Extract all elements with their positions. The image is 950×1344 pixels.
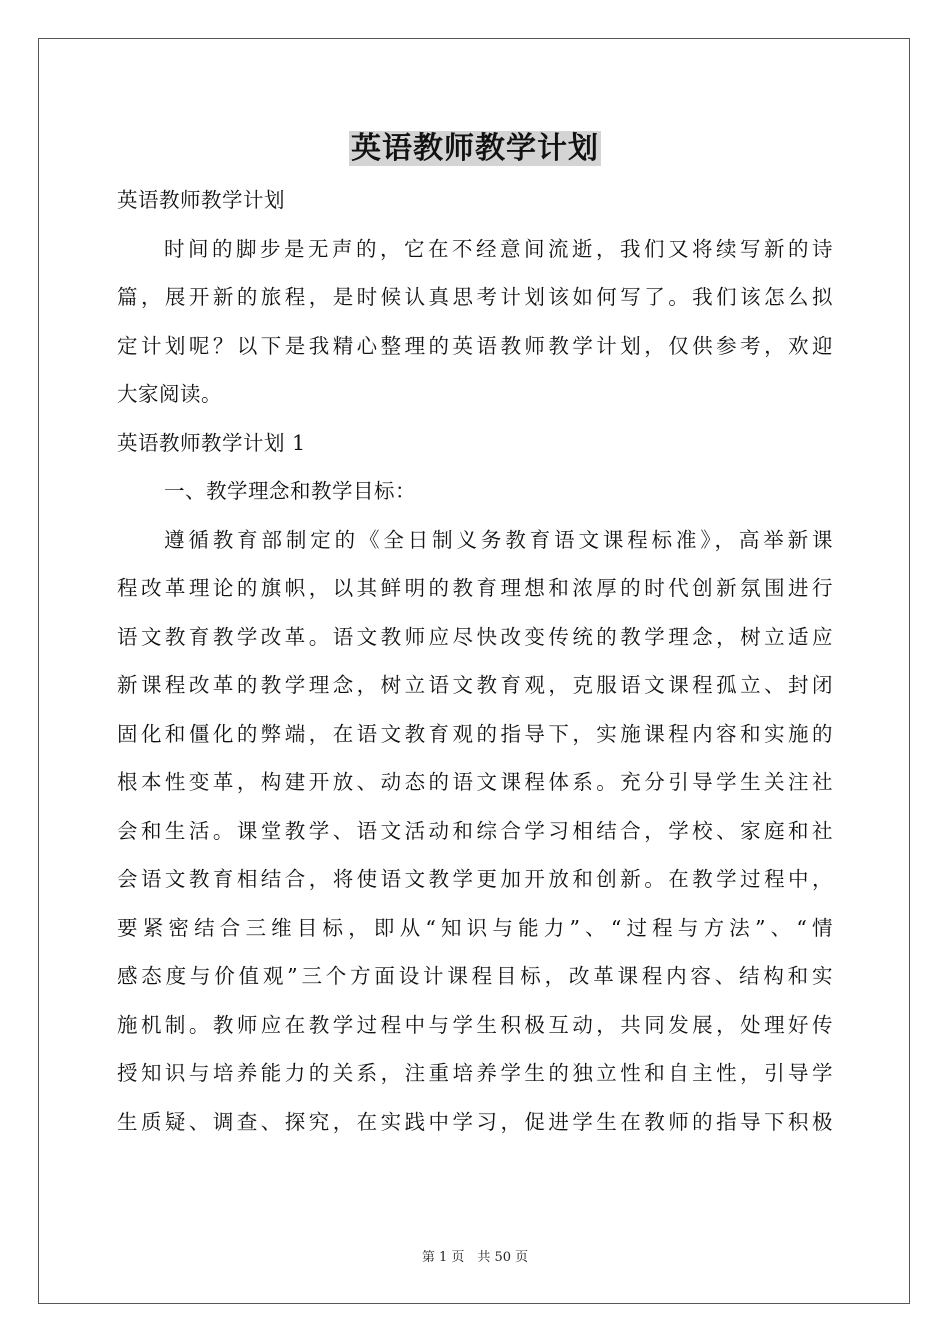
text-line: 篇，展开新的旅程，是时候认真思考计划该如何写了。我们该怎么拟	[117, 285, 833, 309]
text-line: 定计划呢？以下是我精心整理的英语教师教学计划，仅供参考，欢迎	[117, 333, 833, 358]
text-line: 程改革理论的旗帜，以其鲜明的教育理想和浓厚的时代创新氛围进行	[117, 576, 833, 600]
text-line: 一、教学理念和教学目标：	[164, 479, 416, 503]
page-footer: 第 1 页 共 50 页	[421, 1250, 529, 1265]
text-line: 英语教师教学计划	[117, 188, 285, 212]
text-line: 固化和僵化的弊端，在语文教育观的指导下，实施课程内容和实施的	[117, 721, 833, 746]
text-line: 生质疑、调查、探究，在实践中学习，促进学生在教师的指导下积极	[117, 1109, 833, 1134]
text-line: 授知识与培养能力的关系，注重培养学生的独立性和自主性，引导学	[117, 1061, 833, 1085]
text-line: 遵循教育部制定的《全日制义务教育语文课程标准》，高举新课	[164, 527, 833, 552]
document-body	[117, 176, 833, 1146]
text-line: 会和生活。课堂教学、语文活动和综合学习相结合，学校、家庭和社	[117, 818, 833, 843]
text-line: 感态度与价值观”三个方面设计课程目标，改革课程内容、结构和实	[117, 964, 833, 988]
document-title: 英语教师教学计划	[351, 131, 599, 166]
document-title-container	[0, 124, 950, 174]
text-line: 根本性变革，构建开放、动态的语文课程体系。充分引导学生关注社	[117, 770, 833, 794]
text-line: 施机制。教师应在教学过程中与学生积极互动，共同发展，处理好传	[117, 1012, 833, 1037]
text-line: 会语文教育相结合，将使语文教学更加开放和创新。在教学过程中，	[117, 867, 833, 891]
text-line: 时间的脚步是无声的，它在不经意间流逝，我们又将续写新的诗	[164, 236, 833, 261]
text-line: 语文教育教学改革。语文教师应尽快改变传统的教学理念，树立适应	[117, 624, 833, 649]
text-line: 要紧密结合三维目标，即从“知识与能力”、“过程与方法”、“情	[117, 915, 833, 940]
text-line: 新课程改革的教学理念，树立语文教育观，克服语文课程孤立、封闭	[117, 673, 833, 697]
text-line: 大家阅读。	[117, 382, 222, 406]
text-line: 英语教师教学计划 1	[117, 430, 306, 455]
